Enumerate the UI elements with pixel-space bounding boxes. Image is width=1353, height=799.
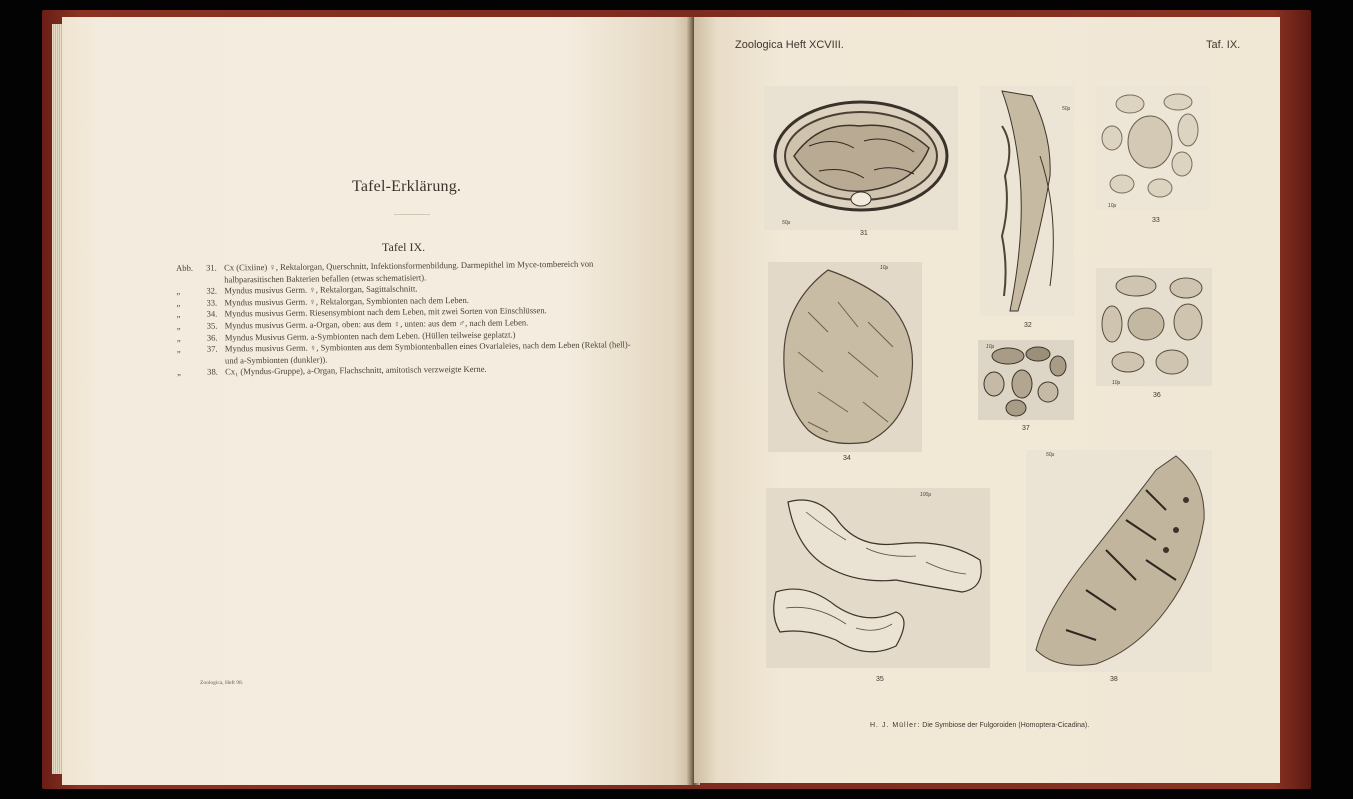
caption-author: H. J. Müller: xyxy=(870,722,921,729)
entry-number: 36. xyxy=(206,332,218,343)
figure-31-drawing xyxy=(764,86,958,230)
entry-text: Myndus Musivus Germ. a-Symbionten nach dem Leben. (Hüllen teilweise geplatzt.) xyxy=(224,329,516,343)
entry-prefix: „ xyxy=(176,309,181,320)
figure-32-scale: 50μ xyxy=(1062,106,1071,112)
entry-text: Myndus musivus Germ. ♀, Rektalorgan, Sagittalschnitt. xyxy=(224,283,418,296)
entry-number: 34. xyxy=(206,308,218,320)
entry-text: Cx (Cixiine) ♀, Rektalorgan, Querschnitt, Infektionsformenbildung. Darmepithel im Myce-tombereich von halbparasitischen Bakterien befallen (etwas schematisiert). xyxy=(223,258,594,285)
figure-38 xyxy=(1026,450,1212,672)
entry-number: 32. xyxy=(206,285,218,296)
entry-number: 37. xyxy=(206,343,218,354)
figure-34-label: 34 xyxy=(843,455,851,462)
entry-text: Myndus musivus Germ. Riesensymbiont nach dem Leben, mit zwei Sorten von Einschlüssen. xyxy=(224,305,547,319)
plate-subtitle: Tafel IX. xyxy=(382,240,426,254)
page-title: Tafel-Erklärung. xyxy=(352,178,462,195)
plate-caption xyxy=(870,722,1089,729)
figure-37 xyxy=(978,340,1074,420)
figure-31 xyxy=(764,86,958,230)
figure-33-scale: 10μ xyxy=(1108,203,1117,209)
figure-32 xyxy=(980,86,1074,316)
figure-35-scale: 100μ xyxy=(920,492,932,498)
figure-35 xyxy=(766,488,990,668)
entry-number: 35. xyxy=(206,320,218,331)
figure-legend xyxy=(176,258,637,379)
figure-35-drawing xyxy=(766,488,990,668)
figure-37-label: 37 xyxy=(1022,425,1030,432)
entry-number: 38. xyxy=(207,366,218,378)
entry-prefix: „ xyxy=(177,367,182,378)
left-page xyxy=(62,17,692,785)
figure-33 xyxy=(1096,86,1210,210)
entry-prefix: „ xyxy=(176,297,181,308)
caption-text: Die Symbiose der Fulgoroiden (Homoptera-Cicadina). xyxy=(922,722,1090,729)
entry-text: Cx₁ (Myndus-Gruppe), a-Organ, Flachschnitt, amitotisch verzweigte Kerne. xyxy=(225,364,487,377)
entry-number: 31. xyxy=(205,262,217,273)
figure-34-drawing xyxy=(768,262,922,452)
figure-34 xyxy=(768,262,922,452)
figure-36-scale: 10μ xyxy=(1112,380,1121,386)
entry-prefix: Abb. xyxy=(176,262,194,273)
figure-36-drawing xyxy=(1096,268,1212,386)
figure-38-label: 38 xyxy=(1110,676,1118,683)
entry-text: Myndus musivus Germ. ♀, Symbionten aus dem Symbiontenballen eines Ovarialeies, nach dem Leben (Rektal (hell)- und a-Symbionten (dunkler)). xyxy=(224,339,631,366)
figure-37-drawing xyxy=(978,340,1074,420)
entry-prefix: „ xyxy=(176,344,181,355)
entry-text: Myndus musivus Germ. a-Organ, oben: aus dem ♀, unten: aus dem ♂, nach dem Leben. xyxy=(224,317,529,331)
figure-38-scale: 50μ xyxy=(1046,452,1055,458)
entry-number: 33. xyxy=(206,297,218,308)
figure-31-label: 31 xyxy=(860,230,868,237)
figure-38-drawing xyxy=(1026,450,1212,672)
entry-prefix: „ xyxy=(176,320,181,331)
page-footer: Zoologica, Heft 98. xyxy=(200,680,244,686)
entry-prefix: „ xyxy=(176,286,181,297)
title-rule xyxy=(394,214,430,215)
figure-32-drawing xyxy=(980,86,1074,316)
figure-33-drawing xyxy=(1096,86,1210,210)
figure-35-label: 35 xyxy=(876,676,884,683)
plate-label: Taf. IX. xyxy=(1206,39,1241,51)
figure-36-label: 36 xyxy=(1153,392,1161,399)
figure-32-label: 32 xyxy=(1024,322,1032,329)
figure-31-scale: 50μ xyxy=(782,220,791,226)
running-title: Zoologica Heft XCVIII. xyxy=(735,39,844,51)
figure-34-scale: 10μ xyxy=(880,265,889,271)
figure-37-scale: 10μ xyxy=(986,344,995,350)
figure-36 xyxy=(1096,268,1212,386)
figure-33-label: 33 xyxy=(1152,217,1160,224)
entry-prefix: „ xyxy=(176,332,181,343)
entry-text: Myndus musivus Germ. ♀, Rektalorgan, Symbionten nach dem Leben. xyxy=(224,294,469,308)
